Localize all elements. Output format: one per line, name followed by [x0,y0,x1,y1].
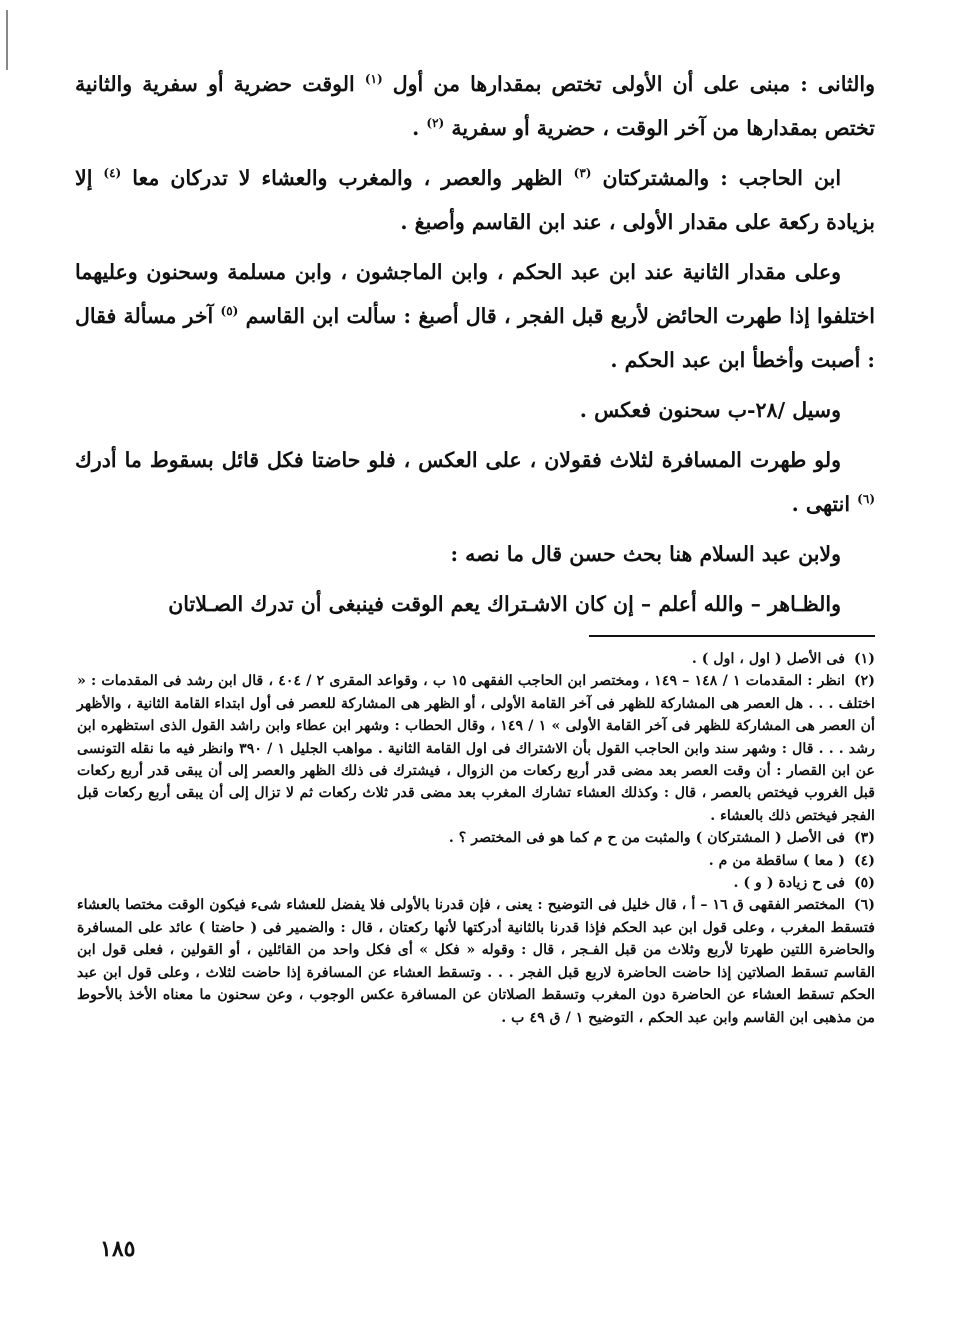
footnote-3 [77,827,875,849]
footnotes-block [77,648,875,1029]
footnote-text: فى ح زيادة ( و ) . [733,875,845,892]
footnote-5 [77,872,875,894]
para5-text-b: انتهى . [791,492,851,516]
paragraph-3 [75,250,875,382]
footnote-number: (٢) [853,673,875,690]
para1-text-c: . [412,116,420,140]
footnote-6 [77,894,875,1028]
footnote-text: المختصر الفقهى ق ١٦ – أ ، قال خليل فى التوضيح : يعنى ، فإن قدرنا بالأولى فلا يفضل للعشاء شىء فيكون الوقت مختصا بالعشاء فتسقط المغرب ، وعلى قول ابن عبد الحكم فإذا قدرنا بالثانية أدركتها لأنها ركعتان ، قال : والضمير فى ( حاضتا ) عائد على المسافرة والحاضرة اللتين طهرتا لأربع وثلاث من قبل الفـجر ، قال : وقوله « فكل » أى فكل واحد من القائلين ، أو القولين ، فعلى قول ابن القاسم تسقط الصلاتين إذا حاضت الحاضرة لاربع قبل الفجر . . . وتسقط العشاء عن المسافرة إذا حاضت لثلاث ، وعلى قول ابن عبد الحكم تسقط العشاء عن الحاضرة دون المغرب وتسقط الصلاتان عن المسافرة عكس الوجوب ، وعن سحنون ما معناه الأخذ بالأحوط من مذهبى ابن القاسم وابن عبد الحكم ، التوضيح ١ / ق ٤٩ ب . [77,897,875,1026]
footnote-2 [77,670,875,827]
footnote-1 [77,648,875,670]
footnote-ref-6: (٦) [857,492,875,507]
para2-text-c: إلا بزيادة ركعة على مقدار الأولى ، عند ابن القاسم وأصبغ . [75,166,875,234]
page-number: ١٨٥ [100,1236,136,1262]
paragraph-4: وسيل /٢٨-ب سحنون فعكس . [579,398,841,422]
footnote-4 [77,850,875,872]
para2-text-a: ابن الحاجب : والمشتركتان [602,166,842,190]
footnote-number: (١) [853,651,875,667]
footnote-text: فى الأصل ( اول ، اول ) . [691,651,845,667]
footnote-ref-1: (١) [364,72,383,87]
scan-edge-mark [6,10,8,70]
paragraph-5 [75,438,875,526]
footnote-number: (٦) [853,897,875,914]
paragraph-2 [75,156,875,244]
main-text-block [75,62,875,626]
footnote-ref-4: (٤) [103,166,122,181]
paragraph-7: والظـاهر – والله أعلم – إن كان الاشـتراك يعم الوقت فينبغى أن تدرك الصـلاتان [168,592,841,616]
para5-text-a: ولو طهرت المسافرة لثلاث فقولان ، على العكس ، فلو حاضتا فكل قائل بسقوط ما أدرك [75,448,841,472]
para3-text-b: آخر مسألة فقال : أصبت وأخطأ ابن عبد الحكم . [75,304,875,372]
para1-text-b: الوقت حضرية أو سفرية والثانية تختص بمقدارها من آخر الوقت ، حضرية أو سفرية [75,72,875,140]
footnote-separator [589,635,875,637]
para2-text-b: الظهر والعصر ، والمغرب والعشاء لا تدركان معا [132,166,563,190]
footnote-ref-3: (٣) [573,166,592,181]
paragraph-6: ولابن عبد السلام هنا بحث حسن قال ما نصه : [450,542,841,566]
footnote-ref-2: (٢) [426,116,445,131]
footnote-number: (٣) [853,830,875,847]
paragraph-1 [75,62,875,150]
footnote-number: (٥) [853,875,875,892]
footnote-text: فى الأصل ( المشتركان ) والمثبت من ح م كما هو فى المختصر ؟ . [448,830,845,847]
footnote-ref-5: (٥) [220,304,239,319]
para3-text-a: وعلى مقدار الثانية عند ابن عبد الحكم ، وابن الماجشون ، وابن مسلمة وسحنون وعليهما اختلفوا إذا طهرت الحائض لأربع قبل الفجر ، قال أصبغ : سألت ابن القاسم [75,260,876,328]
para1-text-a: والثانى : مبنى على أن الأولى تختص بمقدارها من أول [392,72,876,96]
footnote-text: انظر : المقدمات ١ / ١٤٨ – ١٤٩ ، ومختصر ابن الحاجب الفقهى ١٥ ب ، وقواعد المقرى ٢ / ٤٠٤ ، قال ابن رشد فى المقدمات : « اختلف . . . هل العصر هى المشاركة للظهر فى آخر القامة الأولى ، أو الظهر هى المشاركة للعصر فى أول ابتداء القامة الثانية ، والأظهر أن العصر هى المشاركة للظهر فى آخر القامة الأولى » ١ / ١٤٩ ، وقال الحطاب : وشهر ابن عطاء وابن راشد القول الذى استظهره ابن رشد . . . قال : وشهر سند وابن الحاجب القول بأن الاشتراك فى اول القامة الثانية . مواهب الجليل ١ / ٣٩٠ وانظر فيه ما نقله التونسى عن ابن القصار : أن وقت العصر بعد مضى قدر أربع ركعات من الزوال ، فيشترك فى ذلك الظهر والعصر إلى أن يبقى قدر أربع ركعات قبل الغروب فيختص بالعصر ، قال : وكذلك العشاء تشارك المغرب بعد مضى قدر ثلاث ركعات ثم لا تزال إلى أن يبقى أربع ركعات قبل الفجر فيختص ذلك بالعشاء . [77,673,876,824]
footnote-text: ( معا ) ساقطة من م . [708,852,845,869]
footnote-number: (٤) [853,852,875,869]
